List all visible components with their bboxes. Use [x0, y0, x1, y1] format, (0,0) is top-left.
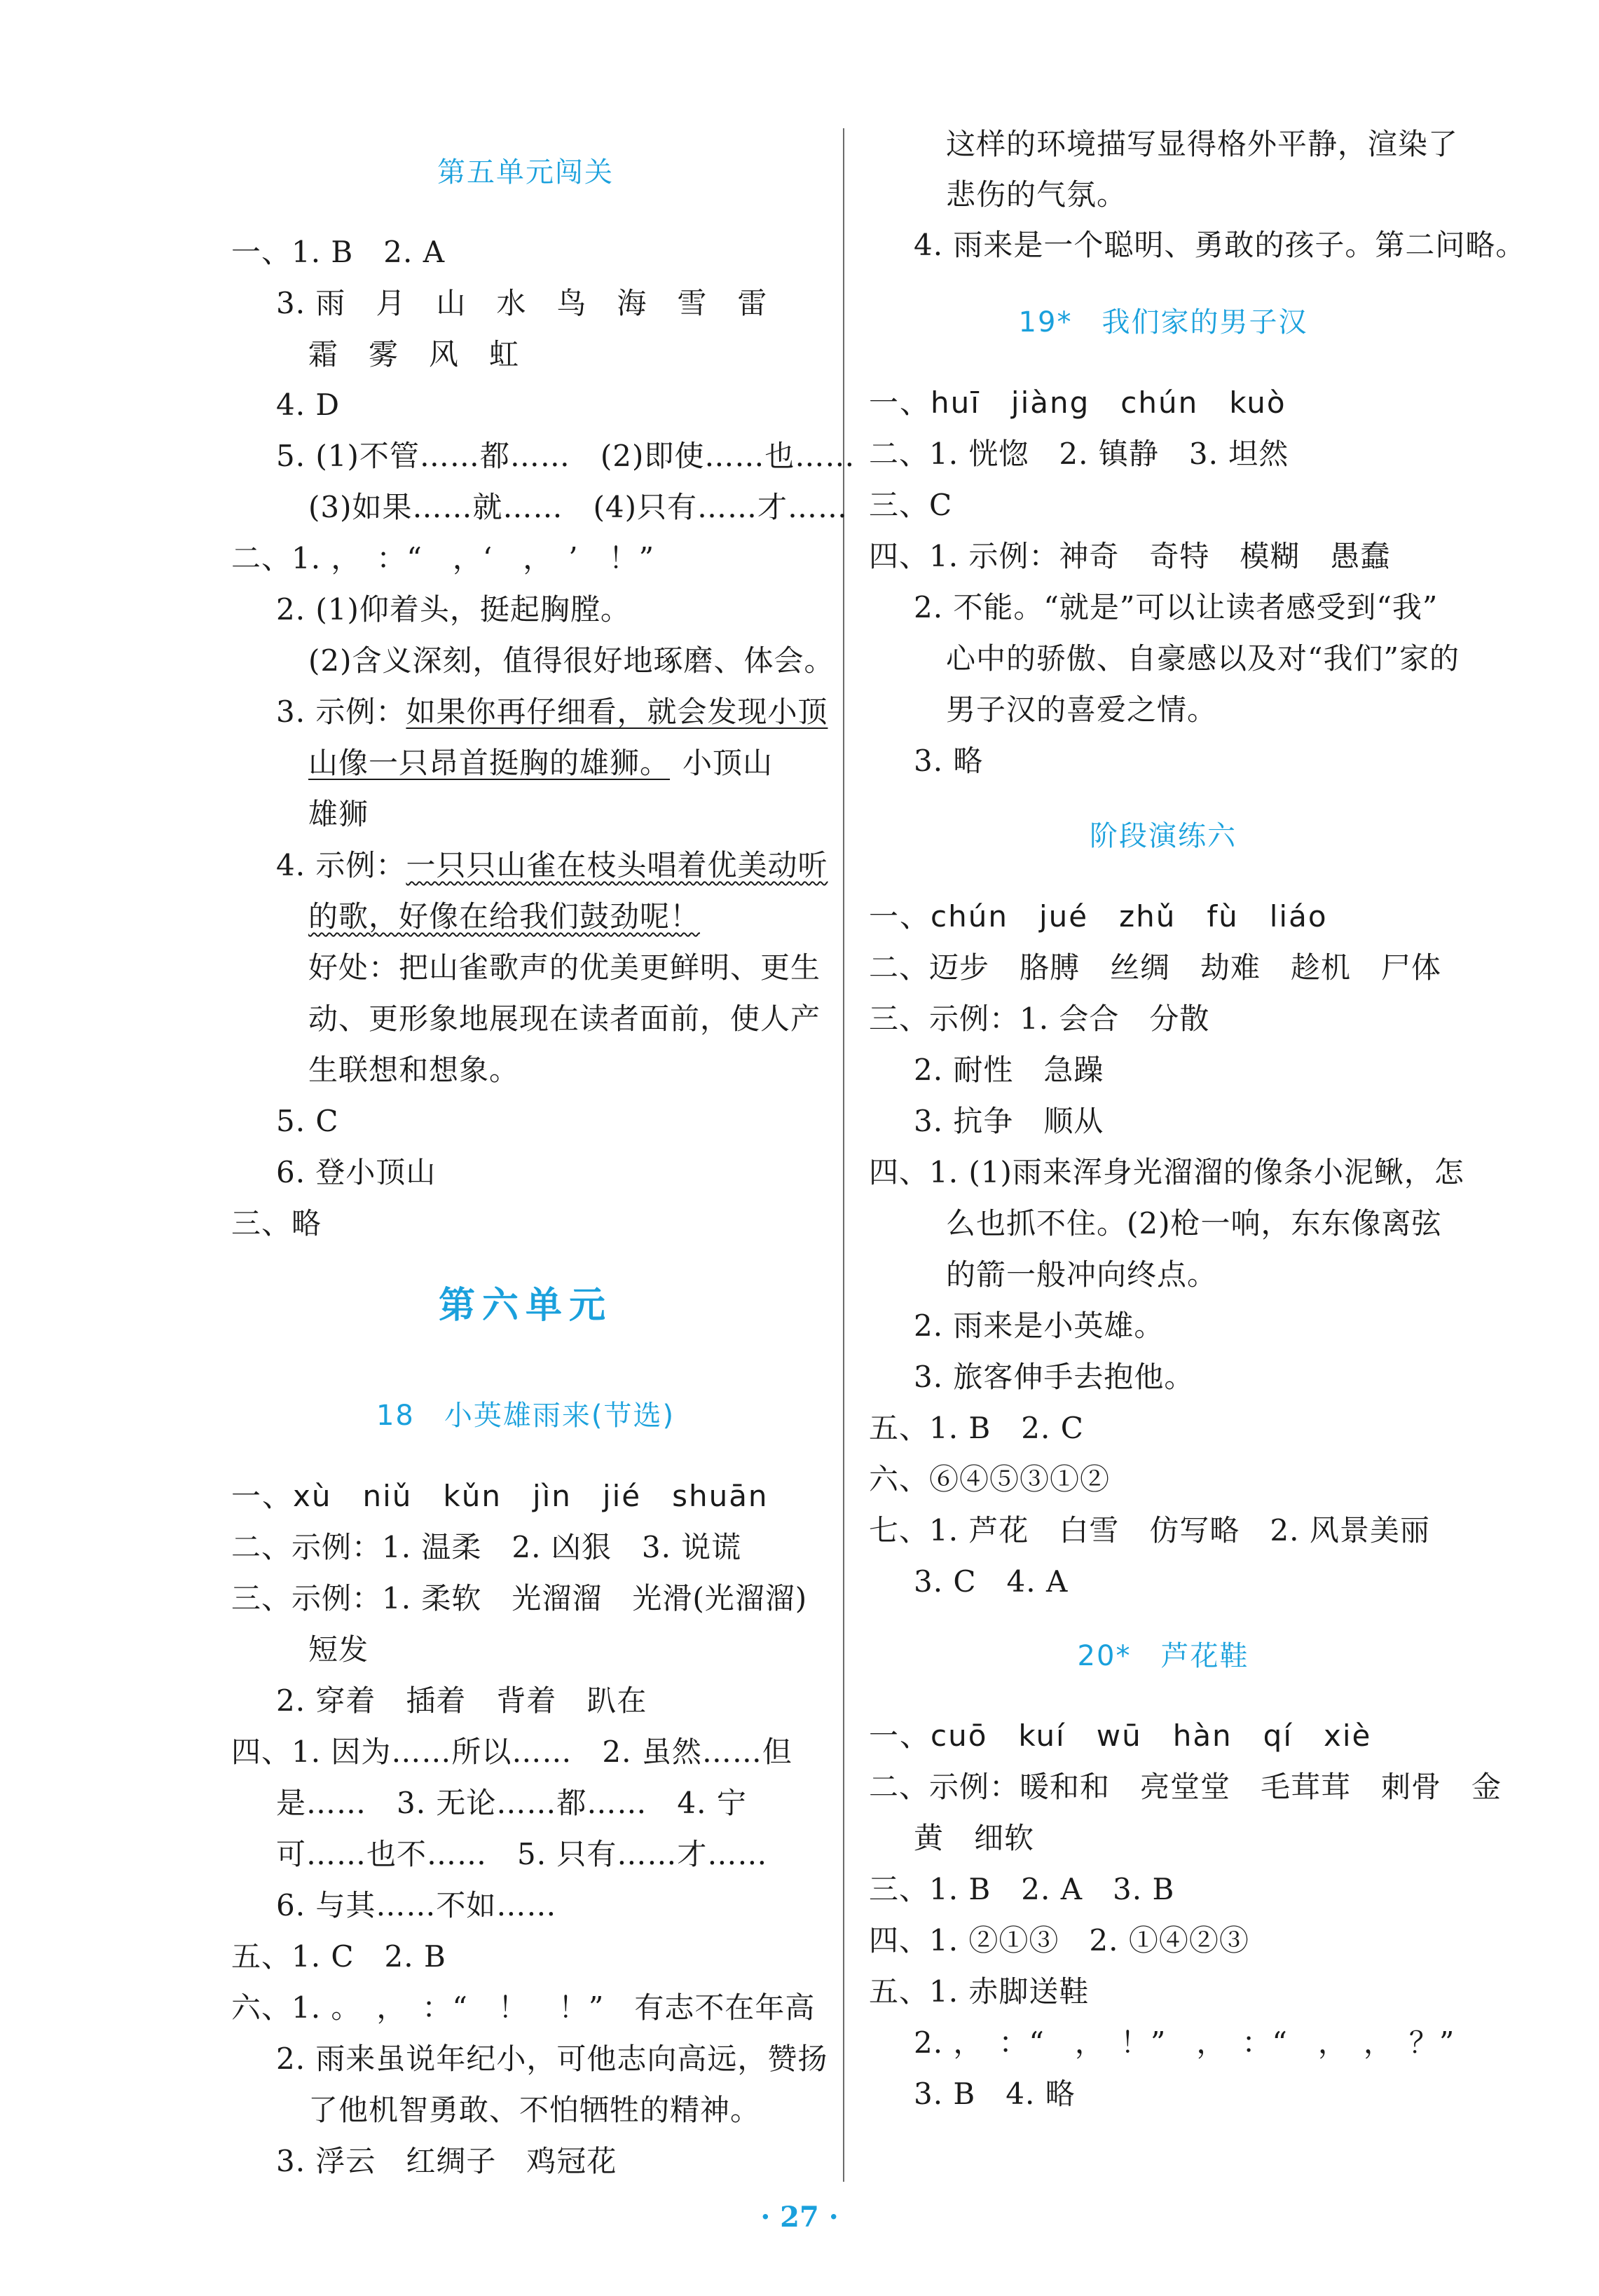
- answer-line: 二、1. 恍惚 2. 镇静 3. 坦然: [869, 437, 1289, 471]
- answer-line: (3)如果……就…… (4)只有……才……: [308, 490, 848, 524]
- answer-line: 动、更形象地展现在读者面前，使人产: [308, 1002, 821, 1036]
- answer-line: 四、1. ②①③ 2. ①④②③: [869, 1923, 1249, 1957]
- pinyin-answer-line: 一、xù niǔ kǔn jìn jié shuān: [231, 1479, 769, 1513]
- answer-line: 6. 登小顶山: [276, 1155, 437, 1189]
- answer-line: 六、⑥④⑤③①②: [869, 1462, 1111, 1496]
- answer-text: 小顶山: [682, 746, 774, 780]
- answer-line: 么也抓不住。(2)枪一响，东东像离弦: [946, 1206, 1442, 1241]
- answer-line: 五、1. B 2. C: [869, 1411, 1084, 1445]
- pinyin-answer-line: 一、huī jiàng chún kuò: [869, 385, 1286, 420]
- answer-prefix: 3. 示例：: [276, 695, 406, 729]
- answer-line: 二、示例：1. 温柔 2. 凶狠 3. 说谎: [231, 1530, 742, 1564]
- underlined-answer: 如果你再仔细看，就会发现小顶: [406, 695, 828, 729]
- answer-line: 2. (1)仰着头，挺起胸膛。: [276, 592, 631, 627]
- answer-line: 一、1. B 2. A: [231, 235, 446, 269]
- answer-line: 3. 雨 月 山 水 鸟 海 雪 雷: [276, 286, 768, 320]
- underlined-answer: 山像一只昂首挺胸的雄狮。: [308, 746, 671, 780]
- answer-line: 三、示例：1. 会合 分散: [869, 1002, 1210, 1036]
- lesson-title-20: 20* 芦花鞋: [1077, 1640, 1249, 1672]
- answer-line: (2)含义深刻，值得很好地琢磨、体会。: [308, 643, 835, 678]
- answer-line: 5. (1)不管……都…… (2)即使……也……: [276, 439, 856, 473]
- answer-line: 2. 穿着 插着 背着 趴在: [276, 1683, 647, 1718]
- answer-line: 三、略: [231, 1206, 322, 1241]
- answer-line: 3. 抗争 顺从: [914, 1104, 1104, 1138]
- answer-line: 五、1. 赤脚送鞋: [869, 1974, 1090, 2009]
- answer-line: 四、1. 因为……所以…… 2. 虽然……但: [231, 1735, 792, 1769]
- answer-line: 2. ， ：“ ， ！” ， ：“ ， ， ？”: [914, 2025, 1455, 2060]
- answer-line: 3. C 4. A: [914, 1564, 1069, 1599]
- answer-line: 是…… 3. 无论……都…… 4. 宁: [276, 1786, 747, 1820]
- unit-title: 第六单元: [438, 1285, 612, 1327]
- answer-line: 二、迈步 胳膊 丝绸 劫难 趁机 尸体: [869, 950, 1442, 985]
- answer-line: 六、1. 。 ， ：“ ！ ！” 有志不在年高: [231, 1990, 816, 2025]
- lesson-title-19: 19* 我们家的男子汉: [1018, 306, 1308, 339]
- section-title-stage-practice-6: 阶段演练六: [1090, 820, 1237, 852]
- answer-line: 的箭一般冲向终点。: [946, 1257, 1218, 1292]
- answer-line: 可……也不…… 5. 只有……才……: [276, 1837, 768, 1871]
- section-title-unit5-test: 第五单元闯关: [437, 156, 614, 189]
- answer-line: 3. 浮云 红绸子 鸡冠花: [276, 2144, 617, 2178]
- answer-line: 2. 雨来是小英雄。: [914, 1308, 1165, 1343]
- answer-line: 2. 耐性 急躁: [914, 1053, 1104, 1087]
- wavy-underlined-answer: 的歌，好像在给我们鼓劲呢！: [308, 899, 701, 934]
- answer-line: 4. D: [276, 388, 341, 422]
- answer-line: 二、示例：暖和和 亮堂堂 毛茸茸 刺骨 金: [869, 1770, 1502, 1804]
- answer-line: [231, 846, 828, 885]
- answer-line: 2. 雨来虽说年纪小，可他志向高远，赞扬: [276, 2042, 828, 2076]
- answer-line: 七、1. 芦花 白雪 仿写略 2. 风景美丽: [869, 1513, 1430, 1547]
- answer-line: 4. 雨来是一个聪明、勇敢的孩子。第二问略。: [914, 228, 1526, 262]
- answer-line: [231, 692, 828, 732]
- answer-line: 了他机智勇敢、不怕牺牲的精神。: [308, 2093, 761, 2127]
- answer-prefix: 4. 示例：: [276, 848, 406, 882]
- answer-line: 四、1. (1)雨来浑身光溜溜的像条小泥鳅，怎: [869, 1155, 1464, 1189]
- page-number: · 27 ·: [760, 2201, 839, 2234]
- answer-line: 短发: [308, 1632, 369, 1667]
- answer-line: 三、C: [869, 488, 953, 522]
- answer-line: 黄 细软: [914, 1821, 1035, 1855]
- answer-line: 二、1. ， ：“ ，‘ ， ’ ！”: [231, 541, 655, 575]
- pinyin-answer-line: 一、chún jué zhǔ fù liáo: [869, 899, 1328, 934]
- answer-line: 悲伤的气氛。: [946, 177, 1127, 212]
- answer-line: 好处：把山雀歌声的优美更鲜明、更生: [308, 950, 821, 985]
- answer-line: 2. 不能。“就是”可以让读者感受到“我”: [914, 590, 1439, 624]
- answer-line: 三、示例：1. 柔软 光溜溜 光滑(光溜溜): [231, 1581, 808, 1615]
- answer-line: 雄狮: [308, 797, 369, 831]
- answer-line: 男子汉的喜爱之情。: [946, 692, 1218, 727]
- answer-line: [231, 744, 773, 783]
- answer-line: 3. B 4. 略: [914, 2077, 1076, 2111]
- answer-line: 3. 略: [914, 744, 984, 778]
- lesson-title-18: 18 小英雄雨来(节选): [376, 1400, 675, 1432]
- answer-line: 三、1. B 2. A 3. B: [869, 1872, 1175, 1906]
- answer-line: 这样的环境描写显得格外平静，渲染了: [946, 127, 1459, 161]
- answer-line: 五、1. C 2. B: [231, 1939, 446, 1974]
- answer-line: 心中的骄傲、自豪感以及对“我们”家的: [946, 641, 1460, 676]
- answer-line: 6. 与其……不如……: [276, 1888, 557, 1922]
- answer-line: 生联想和想象。: [308, 1053, 520, 1087]
- answer-line: 5. C: [276, 1104, 339, 1138]
- pinyin-answer-line: 一、cuō kuí wū hàn qí xiè: [869, 1718, 1372, 1753]
- answer-line: 3. 旅客伸手去抱他。: [914, 1360, 1195, 1394]
- answer-line: 四、1. 示例：神奇 奇特 模糊 愚蠢: [869, 539, 1391, 573]
- answer-line: 霜 雾 风 虹: [308, 337, 520, 371]
- answer-line: [231, 897, 700, 936]
- wavy-underlined-answer: 一只只山雀在枝头唱着优美动听: [406, 848, 828, 882]
